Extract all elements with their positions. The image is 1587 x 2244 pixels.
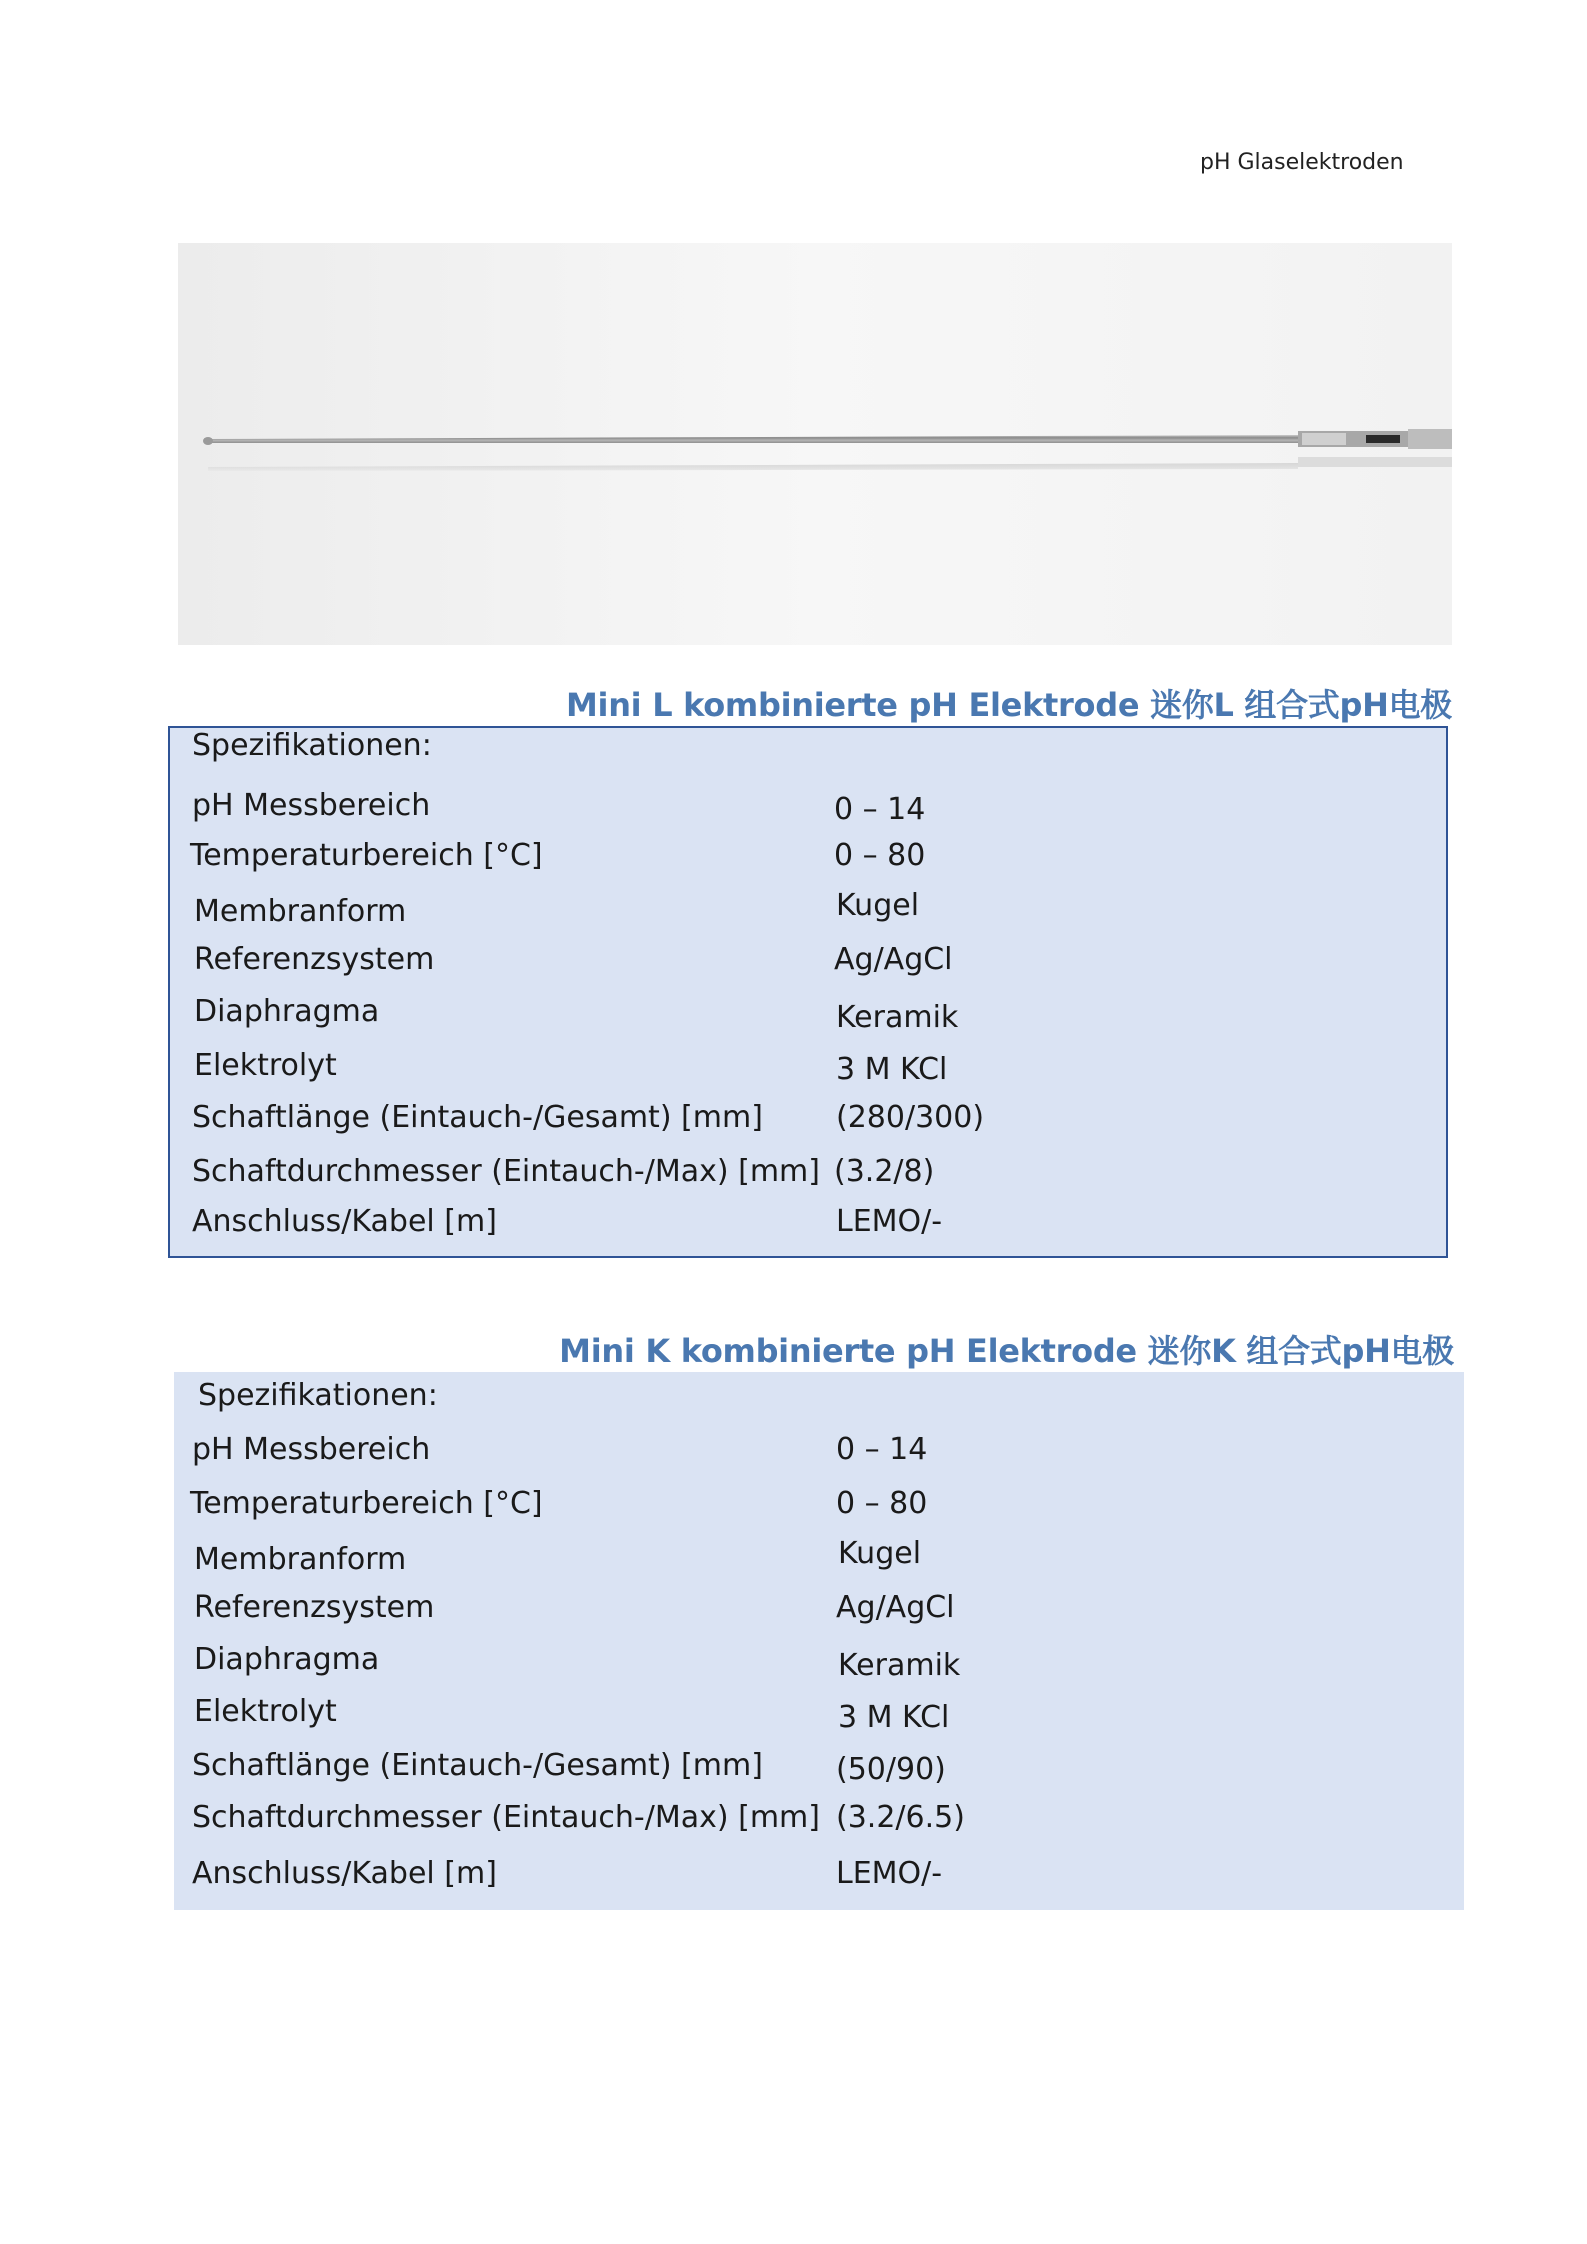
spec-value: 0 – 80 xyxy=(834,838,926,873)
spec-label: Schaftlänge (Eintauch-/Gesamt) [mm] xyxy=(192,1748,763,1783)
spec-row xyxy=(170,1154,1446,1198)
spec-row xyxy=(174,1800,1464,1844)
spec-value: Keramik xyxy=(838,1648,961,1683)
spec-value: 0 – 14 xyxy=(834,792,926,827)
spec-row xyxy=(174,1536,1464,1586)
spec-value: (3.2/8) xyxy=(834,1154,935,1189)
spec-value: 0 – 80 xyxy=(836,1486,928,1521)
spec-row xyxy=(170,994,1446,1038)
spec-label: Membranform xyxy=(194,894,407,929)
section-title-mini-l: Mini L kombinierte pH Elektrode 迷你L 组合式pH电极 xyxy=(565,686,1452,724)
spec-label: Membranform xyxy=(194,1542,407,1577)
spec-value: 3 M KCl xyxy=(838,1700,950,1735)
spec-row xyxy=(174,1486,1464,1530)
spec-value: LEMO/- xyxy=(836,1856,943,1891)
spec-label: Diaphragma xyxy=(194,994,380,1029)
spec-row xyxy=(170,1204,1446,1248)
section-title-mini-k: Mini K kombinierte pH Elektrode 迷你K 组合式pH电极 xyxy=(559,1332,1454,1370)
spec-row xyxy=(174,1856,1464,1900)
spec-label: pH Messbereich xyxy=(192,788,431,823)
spec-label: Schaftlänge (Eintauch-/Gesamt) [mm] xyxy=(192,1100,763,1135)
spec-label: Temperaturbereich [°C] xyxy=(190,838,543,873)
spec-value: 0 – 14 xyxy=(836,1432,928,1467)
spec-label: Diaphragma xyxy=(194,1642,380,1677)
spec-label: Anschluss/Kabel [m] xyxy=(192,1856,497,1891)
spec-label: Schaftdurchmesser (Eintauch-/Max) [mm] xyxy=(192,1154,820,1189)
electrode-photo xyxy=(178,243,1452,645)
spec-value: (50/90) xyxy=(836,1752,946,1787)
spec-label: Elektrolyt xyxy=(194,1694,337,1729)
spec-value: (3.2/6.5) xyxy=(836,1800,965,1835)
spec-value: Kugel xyxy=(838,1536,922,1571)
spec-value: (280/300) xyxy=(836,1100,985,1135)
spec-label: Temperaturbereich [°C] xyxy=(190,1486,543,1521)
spec-table-mini-k xyxy=(174,1372,1464,1910)
spec-row xyxy=(170,888,1446,938)
spec-value: Ag/AgCl xyxy=(834,942,953,977)
spec-label: Schaftdurchmesser (Eintauch-/Max) [mm] xyxy=(192,1800,820,1835)
spec-row xyxy=(174,1432,1464,1476)
document-header-label: pH Glaselektroden xyxy=(1200,150,1404,175)
spec-value: Ag/AgCl xyxy=(836,1590,955,1625)
spec-value: LEMO/- xyxy=(836,1204,943,1239)
spec-row xyxy=(170,838,1446,882)
spec-heading: Spezifikationen: xyxy=(198,1378,438,1413)
spec-row xyxy=(174,1748,1464,1792)
spec-label: Referenzsystem xyxy=(194,1590,435,1625)
spec-row xyxy=(170,788,1446,832)
spec-row xyxy=(174,1694,1464,1738)
spec-value: 3 M KCl xyxy=(836,1052,948,1087)
spec-heading: Spezifikationen: xyxy=(192,728,432,763)
spec-row xyxy=(170,1100,1446,1144)
spec-table-mini-l xyxy=(168,726,1448,1258)
spec-row xyxy=(174,1590,1464,1634)
spec-label: pH Messbereich xyxy=(192,1432,431,1467)
spec-label: Elektrolyt xyxy=(194,1048,337,1083)
spec-label: Referenzsystem xyxy=(194,942,435,977)
spec-value: Keramik xyxy=(836,1000,959,1035)
spec-value: Kugel xyxy=(836,888,920,923)
spec-row xyxy=(170,1048,1446,1092)
spec-row xyxy=(170,942,1446,986)
spec-row xyxy=(174,1642,1464,1686)
spec-label: Anschluss/Kabel [m] xyxy=(192,1204,497,1239)
